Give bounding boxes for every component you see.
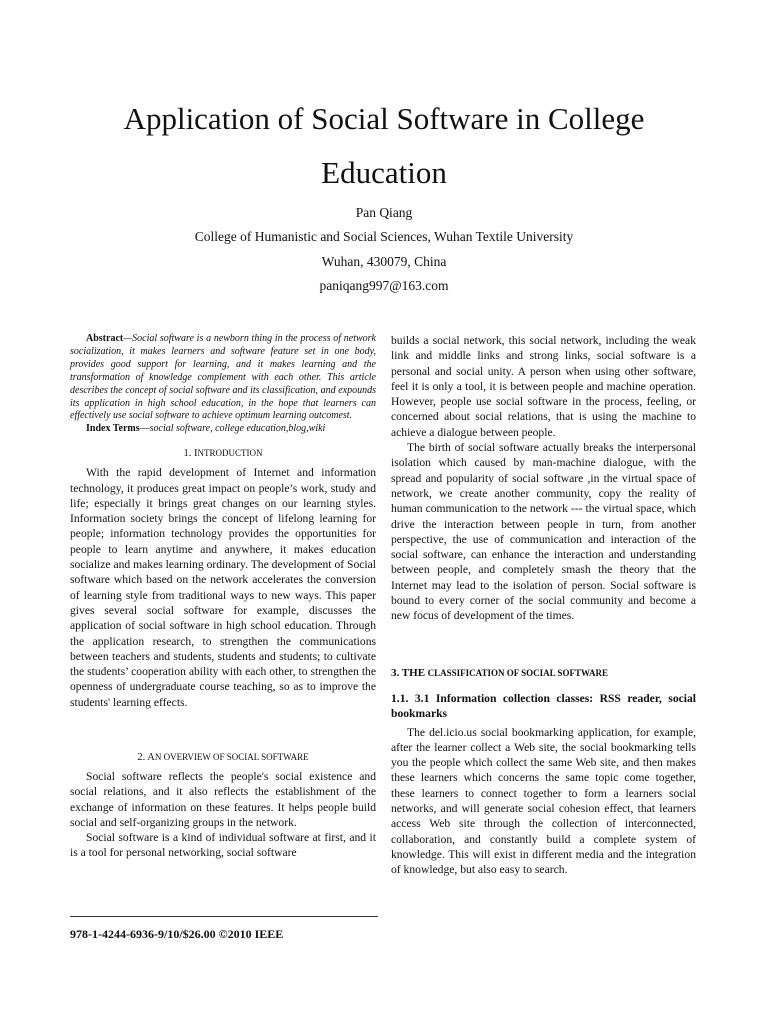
paragraph: The del.icio.us social bookmarking application, for example, after the learner collect a Web site, the social bookmarking tells you the people which collect the same Web site, and then makes these learners which concerns the same topic come together, these learners to connect together to form a learners social networks, and will generate social cohesion effect, that learners access Web site through the collection of interconnected, collaboration, and constantly build a complete system of knowledge. This will exist in different media and the integration of knowledge, but also easy to search. bbox=[391, 725, 696, 877]
paragraph: Social software is a kind of individual software at first, and it is a tool for personal networking, social software bbox=[70, 831, 376, 860]
paragraph: builds a social network, this social network, including the weak link and middle links and strong links, social software is a personal and social unity. A person when using other software, feel it is only a tool, it is between people and machine operation. However, people use social software in the process, feeling, or concerned about social relations, that is using the machine to achieve a dialogue between people. bbox=[391, 334, 696, 439]
abstract-dash: — bbox=[123, 333, 133, 344]
section-heading-classification bbox=[391, 666, 696, 681]
section-heading-rest: N OVERVIEW OF SOCIAL SOFTWARE bbox=[154, 752, 309, 762]
section-heading-introduction bbox=[70, 446, 376, 461]
abstract-label: Abstract bbox=[86, 333, 124, 344]
subsection-heading: 1.1. 3.1 Information collection classes: RSS reader, social bookmarks bbox=[391, 691, 696, 721]
section-heading-rest: CLASSIFICATION OF SOCIAL SOFTWARE bbox=[427, 667, 608, 678]
title-line-2: Education bbox=[321, 155, 447, 190]
section-number: 2. bbox=[137, 752, 146, 763]
section-number: 3. THE bbox=[391, 666, 426, 679]
footnote-rule bbox=[70, 916, 378, 917]
section-heading-initial: A bbox=[147, 752, 155, 763]
index-terms-text: social software, college education,blog,wiki bbox=[149, 423, 326, 435]
paragraph: The birth of social software actually breaks the interpersonal isolation which caused by man-machine dialogue, with the spread and popularity of social software ,in the virtual space of network, we create another community, copy the reality of human communication to the network --- the virtual space, which drive the interaction between people in turn, from another perspective, the use of communication and interaction of the social software, can enhance the interaction and understanding between people, and completely smash the theory that the Internet may lead to the isolation of person. Social software is bound to every corner of the social community and become a new focus of development of the times. bbox=[391, 441, 696, 623]
index-terms-label: Index Terms bbox=[86, 423, 140, 435]
index-terms bbox=[70, 423, 376, 436]
author-email: paniqang997@163.com bbox=[319, 278, 449, 293]
title-line-1: Application of Social Software in College bbox=[123, 101, 645, 136]
copyright-footer: 978-1-4244-6936-9/10/$26.00 ©2010 IEEE bbox=[70, 927, 284, 941]
abstract-text: Social software is a newborn thing in the process of network socialization, it makes learners and software feature set in one body, provides good support for learning, and it makes learning and the transformation of knowledge complement with each other. This article describes the concept of social software and its classification, and expounds its application in high school education, in the hope that learners can effectively use social software to achieve optimum learning outcomest. bbox=[70, 333, 376, 422]
section-number: 1. bbox=[183, 448, 192, 460]
paragraph: With the rapid development of Internet and information technology, it produces great impact on people’s work, study and life; especially it brings great changes on our learning styles. Information society brings the concept of lifelong learning for people; information technology provides the opportunities for people to learn anytime and anywhere, it makes education socialize and makes learning ordinary. The development of Social software which based on the network accelerates the conversion of learning style from traditional ways to new ways. This paper gives several social software for example, discusses the application of social software in high school education. Through the application research, to strengthen the communications between teachers and students, students and students; to cultivate the students’ cooperation ability with each other, to strengthen the openness of undergraduate course teaching, so as to improve the students' learning effects. bbox=[70, 466, 376, 709]
paragraph: Social software reflects the people's social existence and social relations, and it also reflects the establishment of the exchange of information on these features. It helps people build social and self-organizing groups in the network. bbox=[70, 770, 376, 829]
author-address: Wuhan, 430079, China bbox=[321, 254, 447, 269]
author-affiliation: College of Humanistic and Social Sciences, Wuhan Textile University bbox=[194, 229, 574, 244]
abstract bbox=[70, 333, 376, 423]
section-heading-rest: NTRODUCTION bbox=[197, 448, 263, 459]
paper-title bbox=[60, 92, 708, 200]
section-heading-initial: I bbox=[194, 448, 198, 460]
right-column bbox=[391, 333, 696, 878]
left-column bbox=[70, 333, 376, 861]
index-terms-dash: — bbox=[139, 423, 150, 435]
author-name: Pan Qiang bbox=[355, 205, 413, 220]
section-heading-overview bbox=[70, 750, 376, 765]
